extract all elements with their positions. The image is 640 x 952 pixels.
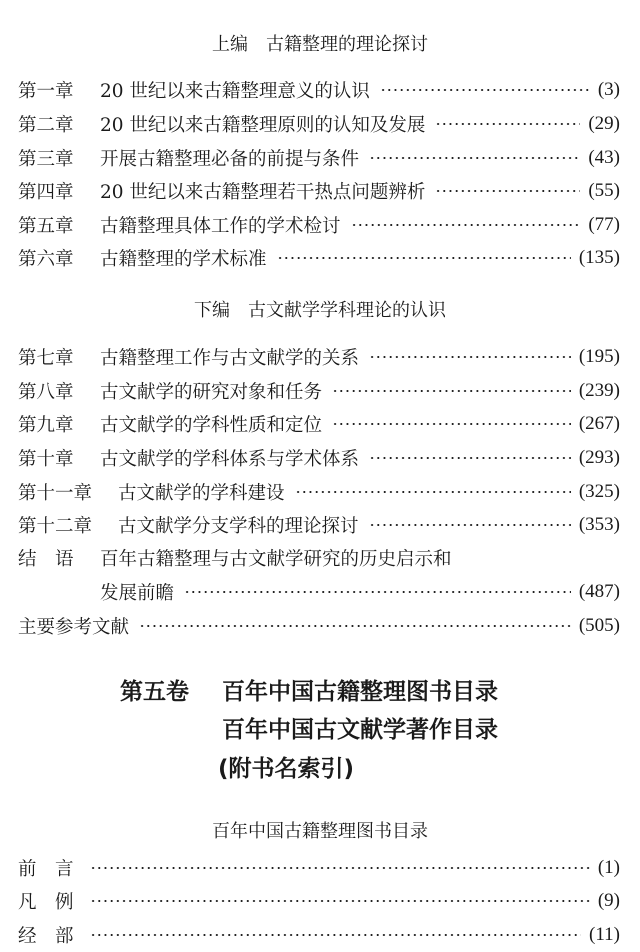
entry-label: 结 语 <box>18 549 74 570</box>
dot-leader <box>90 933 581 937</box>
entry-label: 第十章 <box>18 449 74 470</box>
entry-page: (267) <box>578 413 620 434</box>
toc-entry[interactable] <box>18 920 620 950</box>
dot-leader <box>184 590 571 594</box>
toc-entry[interactable] <box>18 143 620 173</box>
dot-leader <box>139 624 571 628</box>
entry-title: 古籍整理具体工作的学术检讨 <box>100 216 341 237</box>
toc-entry[interactable] <box>18 176 620 206</box>
entry-label: 第四章 <box>18 182 74 203</box>
entry-page: (487) <box>578 581 620 602</box>
dot-leader <box>277 256 571 260</box>
entry-title: 开展古籍整理必备的前提与条件 <box>100 149 360 170</box>
entry-title: 古文献学的研究对象和任务 <box>100 382 323 403</box>
dot-leader <box>332 389 571 393</box>
conclusion-entry[interactable] <box>18 543 620 573</box>
entry-page: (325) <box>578 481 620 502</box>
conclusion-entry-continued[interactable] <box>18 577 620 607</box>
entry-page: (505) <box>578 615 620 636</box>
entry-page: (11) <box>589 924 620 945</box>
entry-page: (43) <box>588 147 620 168</box>
dot-leader <box>435 122 580 126</box>
entry-title: 发展前瞻 <box>100 583 175 604</box>
part2-heading: 下编 古文献学学科理论的认识 <box>194 300 446 321</box>
toc-entry[interactable] <box>18 243 620 273</box>
toc-entry[interactable] <box>18 376 620 406</box>
dot-leader <box>90 866 590 870</box>
toc-entry[interactable] <box>18 75 620 105</box>
dot-leader <box>332 422 571 426</box>
entry-title: 古籍整理的学术标准 <box>100 249 267 270</box>
entry-label: 第六章 <box>18 249 74 270</box>
toc-entry[interactable] <box>18 510 620 540</box>
entry-title: 古籍整理工作与古文献学的关系 <box>100 348 360 369</box>
toc-entry[interactable] <box>18 443 620 473</box>
entry-page: (353) <box>578 514 620 535</box>
entry-page: (239) <box>578 380 620 401</box>
entry-page: (293) <box>578 447 620 468</box>
entry-title: 古文献学的学科性质和定位 <box>100 415 323 436</box>
dot-leader <box>369 456 571 460</box>
dot-leader <box>369 156 580 160</box>
entry-page: (77) <box>588 214 620 235</box>
dot-leader <box>295 490 571 494</box>
toc-entry[interactable] <box>18 342 620 372</box>
dot-leader <box>369 355 571 359</box>
entry-label: 第八章 <box>18 382 74 403</box>
entry-label: 第一章 <box>18 81 74 102</box>
toc-entry[interactable] <box>18 210 620 240</box>
entry-label: 凡 例 <box>18 892 74 913</box>
toc-entry[interactable] <box>18 409 620 439</box>
entry-label: 第三章 <box>18 149 74 170</box>
dot-leader <box>90 899 590 903</box>
entry-title: 20 世纪以来古籍整理意义的认识 <box>100 81 370 102</box>
dot-leader <box>369 523 571 527</box>
entry-title: 主要参考文献 <box>18 617 130 638</box>
toc-entry[interactable] <box>18 853 620 883</box>
entry-title: 古文献学分支学科的理论探讨 <box>118 516 359 537</box>
entry-page: (3) <box>597 79 620 100</box>
volume5-title-line3: (附书名索引) <box>218 756 355 782</box>
part1-heading: 上编 古籍整理的理论探讨 <box>212 34 428 55</box>
entry-title: 20 世纪以来古籍整理若干热点问题辨析 <box>100 182 426 203</box>
entry-title: 20 世纪以来古籍整理原则的认知及发展 <box>100 115 426 136</box>
entry-page: (9) <box>597 890 620 911</box>
catalog-heading: 百年中国古籍整理图书目录 <box>212 821 428 842</box>
toc-entry[interactable] <box>18 886 620 916</box>
volume5-title-line1: 百年中国古籍整理图书目录 <box>222 679 498 705</box>
entry-label: 第十二章 <box>18 516 93 537</box>
toc-entry[interactable] <box>18 477 620 507</box>
dot-leader <box>380 88 590 92</box>
entry-label: 第十一章 <box>18 483 93 504</box>
entry-page: (135) <box>578 247 620 268</box>
entry-title: 古文献学的学科建设 <box>118 483 285 504</box>
toc-entry[interactable] <box>18 109 620 139</box>
volume5-title-line2: 百年中国古文献学著作目录 <box>222 717 498 743</box>
entry-page: (195) <box>578 346 620 367</box>
dot-leader <box>351 223 581 227</box>
entry-label: 第二章 <box>18 115 74 136</box>
volume5-label: 第五卷 <box>120 679 189 705</box>
entry-page: (55) <box>588 180 620 201</box>
entry-label: 第九章 <box>18 415 74 436</box>
entry-label: 前 言 <box>18 859 74 880</box>
entry-label: 第七章 <box>18 348 74 369</box>
entry-label: 经 部 <box>18 926 74 947</box>
entry-label: 第五章 <box>18 216 74 237</box>
dot-leader <box>435 189 580 193</box>
references-entry[interactable] <box>18 611 620 641</box>
entry-page: (29) <box>588 113 620 134</box>
entry-title: 古文献学的学科体系与学术体系 <box>100 449 360 470</box>
entry-page: (1) <box>597 857 620 878</box>
entry-title: 百年古籍整理与古文献学研究的历史启示和 <box>100 549 452 570</box>
